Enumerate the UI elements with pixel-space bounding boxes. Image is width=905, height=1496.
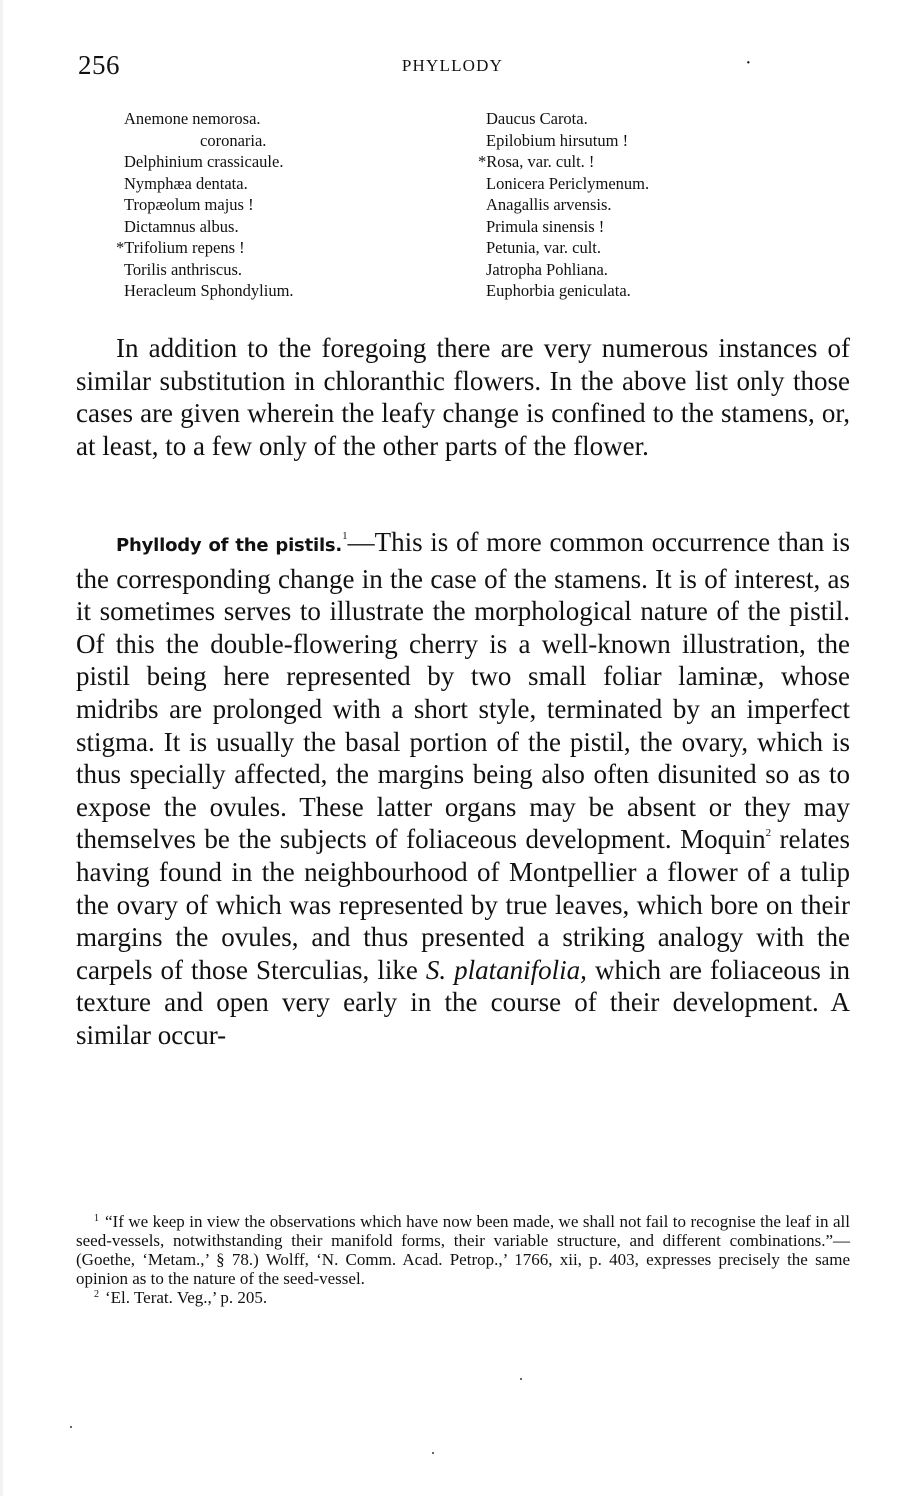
footnote (76, 1212, 850, 1288)
species-item: Heracleum Sphondylium. (124, 281, 294, 300)
section-heading: Phyllody of the pistils. (116, 535, 343, 556)
footnote-ref: 2 (765, 827, 772, 840)
italic-species-name: S. platanifolia, (425, 954, 587, 985)
species-item: coronaria. (200, 130, 267, 150)
page-number: 256 (78, 50, 120, 80)
paragraph-text: relates having found in the neighbourhood of Montpellier a flower of a tulip the ovary of which was represented by true leaves, which bore on their margins the ovules, and thus presented a striking analogy with the carpels of those Sterculias, like (76, 824, 850, 985)
print-speck: · (745, 52, 752, 74)
species-item: Primula sinensis ! (486, 216, 605, 236)
species-item-marked: *Trifolium repens ! (116, 238, 245, 257)
species-item: Daucus Carota. (486, 109, 588, 128)
species-list-right (478, 108, 818, 302)
species-item: Epilobium hirsutum ! (486, 130, 629, 150)
running-title: PHYLLODY (401, 56, 504, 75)
footnote-text: “If we keep in view the observations which have now been made, we shall not fail to recognise the leaf in all seed-vessels, notwithstanding their manifold forms, their variable structure, and different combinations.”—(Goethe, ‘Metam.,’ § 78.) Wolff, ‘N. Comm. Acad. Petrop.,’ 1766, xii, p. 403, expresses precisely the same opinion as to the nature of the seed-vessel. (76, 1212, 850, 1288)
species-item: Lonicera Periclymenum. (486, 173, 650, 193)
species-item: Delphinium crassicaule. (124, 152, 284, 171)
species-item: Dictamnus albus. (124, 216, 239, 236)
paragraph-text: which are foliaceous in texture and open very early in the course of their development. A similar occur- (76, 954, 850, 1050)
footnotes (76, 1212, 850, 1307)
body-paragraph-pistils (76, 526, 850, 1052)
paragraph-text: —This is of more common occurrence than is the corresponding change in the case of the stamens. It is of interest, as it sometimes serves to illustrate the morphological nature of the pistil. Of this the double-flowering cherry is a well-known illustration, the pistil being here represented by two small foliar laminæ, whose midribs are prolonged with a short style, terminated by an imperfect stigma. It is usually the basal portion of the pistil, the ovary, which is thus specially affected, the margins being also often disunited so as to expose the ovules. These latter organs may be absent or they may themselves be the subjects of foliaceous development. Moquin (76, 527, 850, 855)
species-item: Petunia, var. cult. (486, 238, 602, 257)
species-item-marked: *Rosa, var. cult. ! (478, 152, 595, 171)
footnote-text: ‘El. Terat. Veg.,’ p. 205. (105, 1288, 268, 1307)
species-item: Anagallis arvensis. (486, 195, 612, 214)
print-speck (432, 1452, 434, 1454)
footnote-ref: 1 (342, 530, 348, 542)
species-list-left (116, 108, 456, 302)
species-item: Tropæolum majus ! (124, 195, 254, 214)
print-speck (70, 1426, 72, 1428)
body-paragraph: In addition to the foregoing there are very numerous instances of similar substitution in chloranthic flowers. In the above list only those cases are given wherein the leafy change is confined to the stamens, or, at least, to a few only of the other parts of the flower. (76, 333, 850, 461)
species-item: Euphorbia geniculata. (486, 281, 631, 300)
species-item: Jatropha Pohliana. (486, 259, 608, 279)
print-speck (520, 1378, 522, 1380)
scan-edge (0, 0, 3, 1496)
footnote-marker: 2 (94, 1289, 99, 1300)
species-item: Torilis anthriscus. (124, 259, 242, 279)
footnote (76, 1288, 850, 1307)
species-item: Nymphæa dentata. (124, 173, 248, 193)
footnote-marker: 1 (94, 1213, 99, 1224)
species-item: Anemone nemorosa. (124, 109, 261, 128)
